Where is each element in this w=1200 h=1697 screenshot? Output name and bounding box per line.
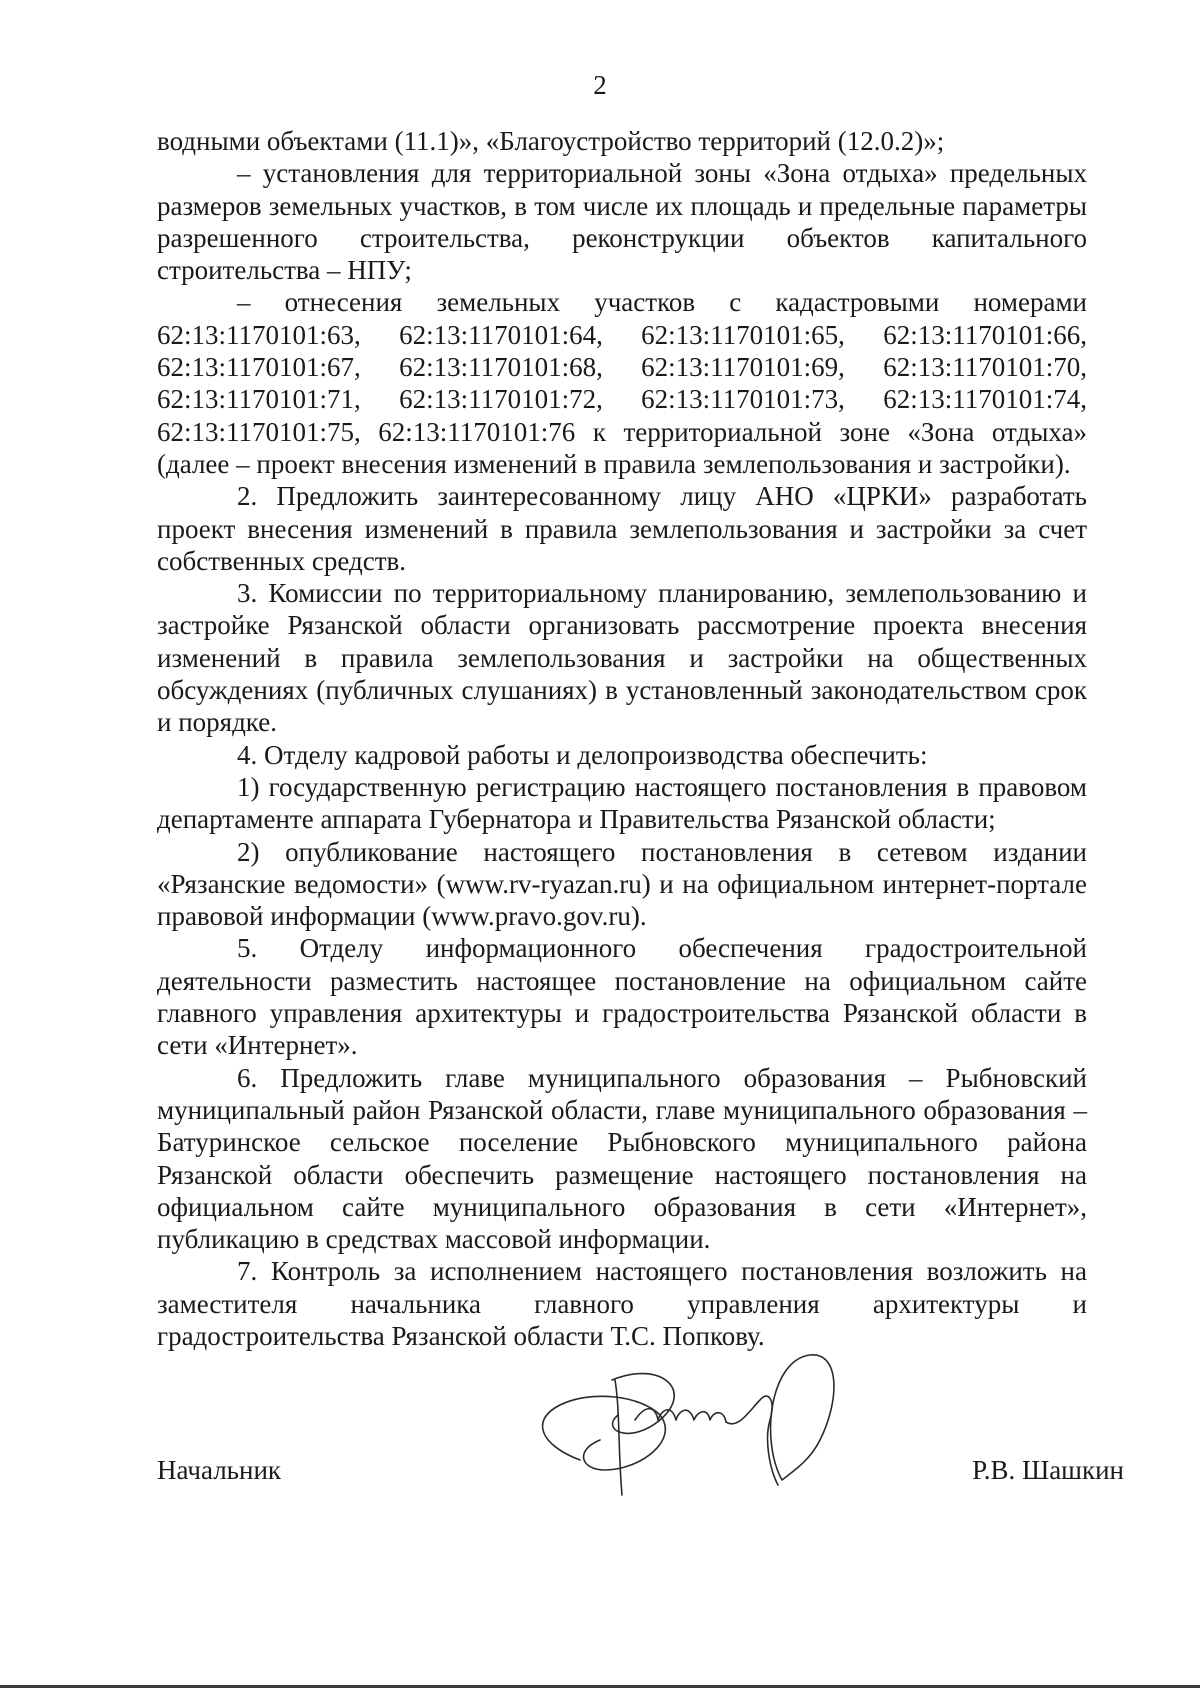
cadastral-row-1 bbox=[157, 319, 1087, 351]
cadastral-number: 62:13:1170101:69, bbox=[641, 352, 845, 383]
paragraph-item-4: 4. Отделу кадровой работы и делопроизводства обеспечить: bbox=[237, 739, 928, 770]
paragraph-item-5: 5. Отделу информационного обеспечения градостроительной деятельности разместить настоящее постановление на официальном сайте главного управления архитектуры и градостроительства Рязанской области в сети «Интернет». bbox=[157, 933, 1087, 1061]
handwritten-signature bbox=[520, 1320, 880, 1510]
cadastral-number: 62:13:1170101:72, bbox=[399, 384, 603, 415]
cadastral-tail-text: к территориальной зоне «Зона отдыха» (далее – проект внесения изменений в правила землепользования и застройки). bbox=[157, 416, 1087, 479]
signatory-name: Р.В. Шашкин bbox=[972, 1455, 1124, 1485]
paragraph-cadastral-intro: – отнесения земельных участков с кадастровыми номерами bbox=[237, 287, 1087, 318]
signatory-title: Начальник bbox=[157, 1455, 282, 1485]
paragraph-item-6: 6. Предложить главе муниципального образования – Рыбновский муниципальный район Рязанской области, главе муниципального образования – Батуринское сельское поселение Рыбновского муниципального района Рязанской области обеспечить размещение настоящего постановления на официальном сайте муниципального образования в сети «Интернет», публикацию в средствах массовой информации. bbox=[157, 1062, 1087, 1255]
paragraph-npu: – установления для территориальной зоны «Зона отдыха» предельных размеров земельных участков, в том числе их площадь и предельные параметры разрешенного строительства, реконструкции объектов капитального строительства – НПУ; bbox=[157, 158, 1087, 286]
cadastral-number: 62:13:1170101:64, bbox=[399, 319, 603, 350]
page-number: 2 bbox=[593, 70, 607, 100]
cadastral-number: 62:13:1170101:65, bbox=[641, 319, 845, 350]
cadastral-row-2 bbox=[157, 351, 1087, 383]
paragraph-item-2: 2. Предложить заинтересованному лицу АНО «ЦРКИ» разработать проект внесения изменений в правила землепользования и застройки за счет собственных средств. bbox=[157, 481, 1087, 576]
paragraph-cadastral-tail bbox=[157, 416, 1087, 481]
paragraph-item-7: 7. Контроль за исполнением настоящего постановления возложить на заместителя начальника главного управления архитектуры и градостроительства Рязанской области Т.С. Попкову. bbox=[157, 1256, 1087, 1351]
document-body bbox=[157, 125, 1087, 1352]
cadastral-number: 62:13:1170101:71, bbox=[157, 384, 361, 415]
cadastral-number: 62:13:1170101:76 bbox=[378, 416, 576, 447]
paragraph-item-3: 3. Комиссии по территориальному планированию, землепользованию и застройке Рязанской области организовать рассмотрение проекта внесения изменений в правила землепользования и застройки на общественных обсуждениях (публичных слушаниях) в установленный законодательством срок и порядке. bbox=[157, 578, 1087, 738]
paragraph-continuation: водными объектами (11.1)», «Благоустройство территорий (12.0.2)»; bbox=[157, 126, 945, 156]
cadastral-number: 62:13:1170101:63, bbox=[157, 319, 361, 350]
cadastral-row-3 bbox=[157, 383, 1087, 415]
cadastral-number: 62:13:1170101:66, bbox=[883, 319, 1087, 350]
paragraph-item-4-2: 2) опубликование настоящего постановления в сетевом издании «Рязанские ведомости» (www.rv-ryazan.ru) и на официальном интернет-портале правовой информации (www.pravo.gov.ru). bbox=[157, 836, 1087, 932]
cadastral-number: 62:13:1170101:74, bbox=[883, 384, 1087, 415]
scan-edge-line bbox=[0, 1685, 1200, 1688]
cadastral-number: 62:13:1170101:73, bbox=[641, 384, 845, 415]
cadastral-number: 62:13:1170101:70, bbox=[883, 352, 1087, 383]
cadastral-number: 62:13:1170101:67, bbox=[157, 352, 361, 383]
paragraph-item-4-1: 1) государственную регистрацию настоящего постановления в правовом департаменте аппарата Губернатора и Правительства Рязанской области; bbox=[157, 771, 1087, 835]
cadastral-number: 62:13:1170101:75, bbox=[157, 416, 361, 447]
cadastral-number: 62:13:1170101:68, bbox=[399, 352, 603, 383]
